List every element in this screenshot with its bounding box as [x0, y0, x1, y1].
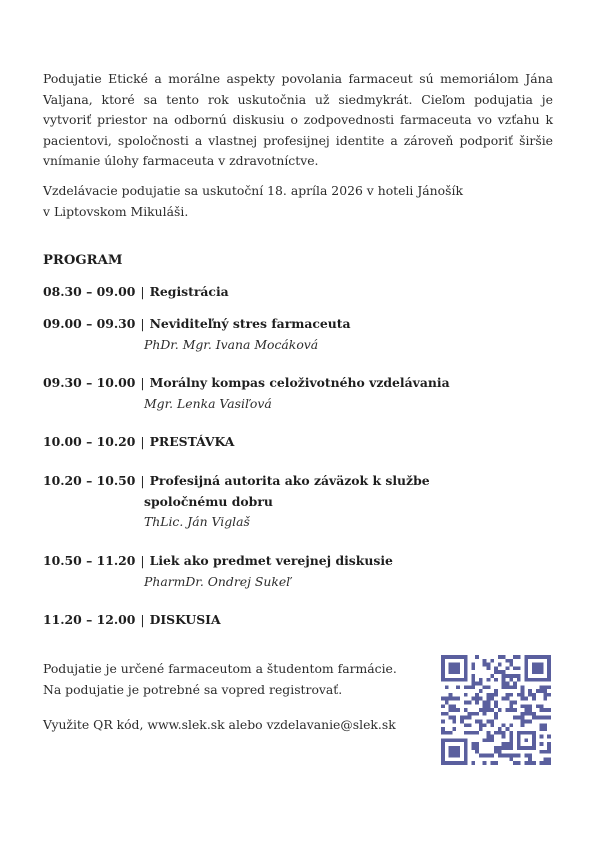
program-item — [43, 282, 553, 303]
program-title: PRESTÁVKA — [149, 434, 235, 449]
program-title: Profesijná autorita ako záväzok k službe — [149, 473, 430, 488]
program-separator: | — [140, 284, 145, 299]
program-item — [43, 551, 553, 592]
program-item — [43, 314, 553, 355]
program-item — [43, 610, 553, 631]
program-title: DISKUSIA — [149, 612, 221, 627]
program-title: Liek ako predmet verejnej diskusie — [149, 553, 393, 568]
program-speaker: PharmDr. Ondrej Sukeľ — [144, 573, 292, 589]
program-item — [43, 432, 553, 453]
program-title: Neviditeľný stres farmaceuta — [149, 316, 351, 331]
program-separator: | — [140, 316, 145, 331]
program-title: Morálny kompas celoživotného vzdelávania — [149, 375, 450, 390]
venue-line-1: Vzdelávacie podujatie sa uskutoční 18. apríla 2026 v hoteli Jánošík — [43, 183, 463, 198]
program-title: Registrácia — [149, 284, 229, 299]
program-speaker: ThLic. Ján Viglaš — [144, 514, 250, 530]
program-speaker: Mgr. Lenka Vasiľová — [144, 395, 272, 411]
audience-note: Podujatie je určené farmaceutom a študentom farmácie. — [43, 661, 397, 676]
qr-code-icon[interactable] — [441, 655, 551, 765]
program-separator: | — [140, 434, 145, 449]
contact-note: Využite QR kód, www.slek.sk alebo vzdelavanie@slek.sk — [43, 717, 396, 733]
program-time: 10.20 – 10.50 — [43, 473, 136, 488]
program-item — [43, 373, 553, 414]
venue-line-2: v Liptovskom Mikuláši. — [43, 203, 189, 219]
program-time: 08.30 – 09.00 — [43, 284, 136, 299]
program-separator: | — [140, 612, 145, 627]
program-time: 10.00 – 10.20 — [43, 434, 136, 449]
program-time: 10.50 – 11.20 — [43, 553, 136, 568]
program-item — [43, 471, 553, 533]
program-heading: PROGRAM — [43, 253, 123, 268]
intro-paragraph: Podujatie Etické a morálne aspekty povolania farmaceut sú memoriálom Jána Valjana, ktoré sa tento rok uskutočnia už siedmykrát. Cieľom podujatia je vytvoriť priestor na odbornú diskusiu o zodpovednosti farmaceuta vo vzťahu k pacientovi, spoločnosti a vlastnej profesijnej identite a zároveň podporiť širšie vnímanie úlohy farmaceuta v zdravotníctve. — [43, 71, 553, 169]
program-separator: | — [140, 375, 145, 390]
program-separator: | — [140, 553, 145, 568]
program-time: 09.30 – 10.00 — [43, 375, 136, 390]
program-speaker: PhDr. Mgr. Ivana Mocáková — [144, 336, 319, 352]
program-time: 11.20 – 12.00 — [43, 612, 136, 627]
footer-info — [43, 659, 397, 736]
venue-info — [43, 181, 553, 222]
registration-note: Na podujatie je potrebné sa vopred registrovať. — [43, 681, 343, 697]
program-time: 09.00 – 09.30 — [43, 316, 136, 331]
program-title-continued: spoločnému dobru — [144, 493, 273, 509]
program-separator: | — [140, 473, 145, 488]
